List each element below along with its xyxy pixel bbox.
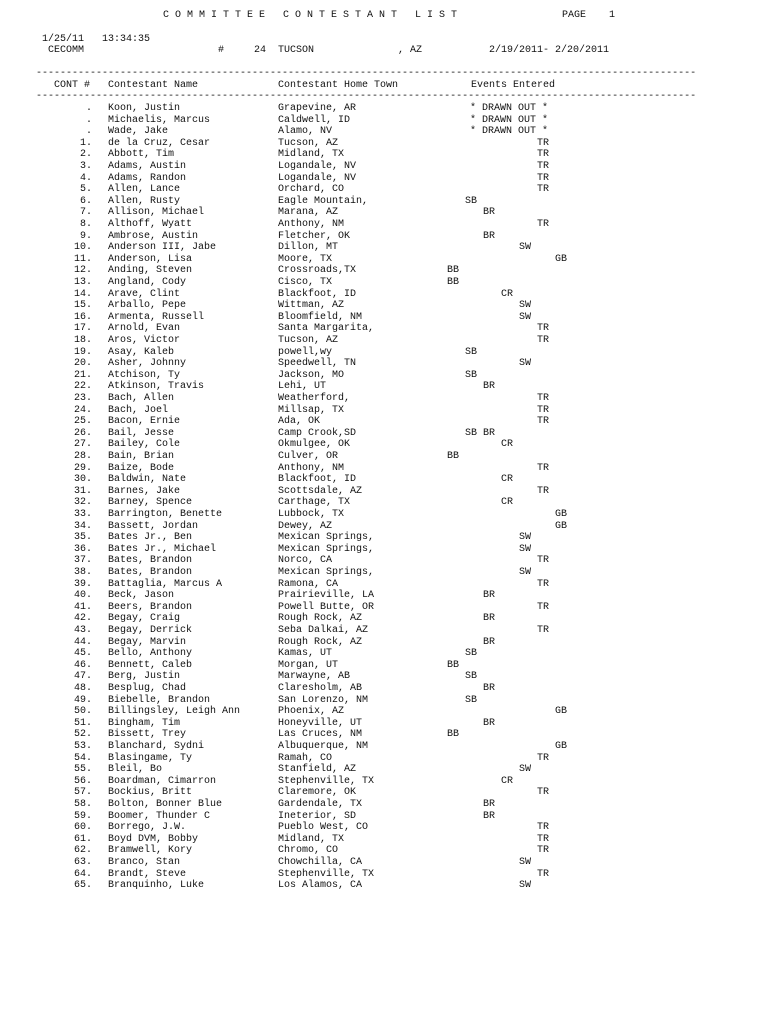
event-code: SB xyxy=(465,671,478,683)
contestant-number: 23. xyxy=(73,393,92,404)
contestant-home-town: Scottsdale, AZ xyxy=(278,485,363,497)
contestant-name: Bates, Brandon xyxy=(108,555,193,567)
event-code: SW xyxy=(519,311,532,323)
contestant-name: Asher, Johnny xyxy=(108,358,187,370)
contestant-name: Bail, Jesse xyxy=(108,427,175,439)
contestant-home-town: Stanfield, AZ xyxy=(278,764,357,776)
contestant-home-town: Cisco, TX xyxy=(278,277,333,288)
contestant-number: 44. xyxy=(73,636,92,648)
contestant-number: 28. xyxy=(73,451,92,462)
event-code: TR xyxy=(537,149,550,161)
contestant-name: Allison, Michael xyxy=(108,207,205,219)
event-code: SW xyxy=(519,764,532,776)
event-code: GB xyxy=(555,253,568,265)
contestant-home-town: Bloomfield, NM xyxy=(278,311,363,323)
contestant-home-town: Speedwell, TN xyxy=(278,358,357,370)
contestant-name: Bello, Anthony xyxy=(108,648,193,660)
contestant-home-town: Logandale, NV xyxy=(278,172,357,184)
contestant-number: 55. xyxy=(73,764,92,776)
contestant-name: Althoff, Wyatt xyxy=(108,219,193,230)
contestant-number: 26. xyxy=(73,427,92,439)
event-code: BR xyxy=(483,427,496,439)
contestant-name: Bennett, Caleb xyxy=(108,659,193,671)
contestant-home-town: Weatherford, xyxy=(278,393,351,404)
contestant-home-town: Morgan, UT xyxy=(278,659,339,671)
event-code: TR xyxy=(537,601,550,613)
contestant-number: 36. xyxy=(73,543,92,555)
rodeo-number-label: # xyxy=(218,45,225,56)
contestant-home-town: Pueblo West, CO xyxy=(278,822,369,834)
event-code: GB xyxy=(555,741,568,752)
contestant-number: 37. xyxy=(73,555,92,567)
event-code: SW xyxy=(519,358,532,370)
contestant-number: 53. xyxy=(73,741,92,752)
event-code: BR xyxy=(483,230,496,242)
contestant-name: Blanchard, Sydni xyxy=(108,741,205,752)
event-code: SW xyxy=(519,567,532,578)
contestant-home-town: Las Cruces, NM xyxy=(278,729,363,741)
contestant-number: 51. xyxy=(73,717,92,729)
contestant-number: 7. xyxy=(79,207,92,219)
contestant-number: 61. xyxy=(73,833,92,845)
contestant-number: 63. xyxy=(73,857,92,868)
contestant-name: Blasingame, Ty xyxy=(108,752,193,764)
contestant-name: Bassett, Jordan xyxy=(108,520,199,532)
contestant-home-town: Seba Dalkai, AZ xyxy=(278,625,369,636)
page-number: 1 xyxy=(609,10,616,21)
contestant-name: Boyd DVM, Bobby xyxy=(108,833,199,845)
contestant-number: 25. xyxy=(73,416,92,428)
contestant-name: Bailey, Cole xyxy=(108,439,181,451)
event-code: TR xyxy=(537,822,550,834)
contestant-home-town: Millsap, TX xyxy=(278,404,345,416)
contestant-name: Adams, Austin xyxy=(108,161,187,172)
contestant-home-town: Marana, AZ xyxy=(278,207,339,219)
event-code: SB xyxy=(465,694,478,706)
contestant-home-town: Stephenville, TX xyxy=(278,775,375,787)
contestant-home-town: Alamo, NV xyxy=(278,126,333,138)
contestant-number: 3. xyxy=(79,161,92,172)
contestant-name: Billingsley, Leigh Ann xyxy=(108,706,241,718)
contestant-number: 14. xyxy=(73,288,92,300)
event-code: CR xyxy=(501,474,514,486)
contestant-number: 31. xyxy=(73,485,92,497)
event-code: TR xyxy=(537,184,550,196)
contestant-name: Arballo, Pepe xyxy=(108,300,187,312)
contestant-home-town: Ramah, CO xyxy=(278,752,333,764)
contestant-name: Barney, Spence xyxy=(108,497,193,509)
contestant-name: Branquinho, Luke xyxy=(108,880,205,892)
contestant-number: 46. xyxy=(73,659,92,671)
contestant-name: Bramwell, Kory xyxy=(108,845,193,857)
contestant-home-town: Dewey, AZ xyxy=(278,520,333,532)
contestant-number: 64. xyxy=(73,868,92,880)
contestant-home-town: Carthage, TX xyxy=(278,497,351,509)
contestant-home-town: Tucson, AZ xyxy=(278,137,339,149)
contestant-number: 24. xyxy=(73,404,92,416)
event-code: CR xyxy=(501,775,514,787)
contestant-home-town: Crossroads,TX xyxy=(278,265,357,277)
contestant-number: 43. xyxy=(73,625,92,636)
contestant-name: Brandt, Steve xyxy=(108,868,187,880)
contestant-home-town: Grapevine, AR xyxy=(278,103,357,114)
event-code: TR xyxy=(537,404,550,416)
contestant-name: Biebelle, Brandon xyxy=(108,694,211,706)
event-code: TR xyxy=(537,137,550,149)
contestant-number: 15. xyxy=(73,300,92,312)
contestant-home-town: Claresholm, AB xyxy=(278,683,363,694)
contestant-name: Boomer, Thunder C xyxy=(108,810,211,822)
contestant-number: 57. xyxy=(73,787,92,799)
contestant-name: Bolton, Bonner Blue xyxy=(108,799,223,810)
event-code: BR xyxy=(483,207,496,219)
contestant-home-town: Midland, TX xyxy=(278,833,345,845)
contestant-home-town: Mexican Springs, xyxy=(278,567,375,578)
contestant-home-town: Dillon, MT xyxy=(278,242,339,254)
contestant-name: Bach, Allen xyxy=(108,393,175,404)
contestant-home-town: Claremore, OK xyxy=(278,787,357,799)
contestant-home-town: Anthony, NM xyxy=(278,462,345,474)
event-code: SW xyxy=(519,300,532,312)
contestant-name: Beck, Jason xyxy=(108,590,175,602)
rodeo-number: 24 xyxy=(254,45,267,56)
contestant-number: 16. xyxy=(73,311,92,323)
event-code: GB xyxy=(555,509,568,520)
contestant-number: 34. xyxy=(73,520,92,532)
contestant-home-town: Norco, CA xyxy=(278,555,333,567)
contestant-number: 47. xyxy=(73,671,92,683)
contestant-name: Arnold, Evan xyxy=(108,323,181,335)
contestant-number: 12. xyxy=(73,265,92,277)
contestant-home-town: Tucson, AZ xyxy=(278,335,339,346)
event-code: BR xyxy=(483,613,496,625)
contestant-home-town: Mexican Springs, xyxy=(278,543,375,555)
contestant-name: Bacon, Ernie xyxy=(108,416,181,428)
contestant-number: 41. xyxy=(73,601,92,613)
contestant-name: Bates Jr., Michael xyxy=(108,543,217,555)
contestant-name: Koon, Justin xyxy=(108,103,181,114)
contestant-home-town: Blackfoot, ID xyxy=(278,474,357,486)
event-code: BR xyxy=(483,810,496,822)
contestant-home-town: Jackson, MO xyxy=(278,369,345,381)
contestant-name: Begay, Marvin xyxy=(108,636,187,648)
contestant-home-town: Ineterior, SD xyxy=(278,810,357,822)
contestant-number: 27. xyxy=(73,439,92,451)
contestant-name: Borrego, J.W. xyxy=(108,822,187,834)
col-header-town: Contestant Home Town xyxy=(278,80,399,91)
contestant-home-town: Okmulgee, OK xyxy=(278,439,351,451)
contestant-name: Anderson III, Jabe xyxy=(108,242,217,254)
contestant-name: Baize, Bode xyxy=(108,462,175,474)
event-code: BB xyxy=(447,729,460,741)
contestant-home-town: Camp Crook,SD xyxy=(278,427,357,439)
contestant-name: Barnes, Jake xyxy=(108,485,181,497)
contestant-name: Beers, Brandon xyxy=(108,601,193,613)
contestant-name: Bach, Joel xyxy=(108,404,169,416)
contestant-home-town: Gardendale, TX xyxy=(278,799,363,810)
contestant-number: 56. xyxy=(73,775,92,787)
contestant-name: Bissett, Trey xyxy=(108,729,187,741)
event-code: TR xyxy=(537,219,550,230)
event-code: TR xyxy=(537,462,550,474)
contestant-number: 59. xyxy=(73,810,92,822)
contestant-number: 52. xyxy=(73,729,92,741)
contestant-number: 60. xyxy=(73,822,92,834)
event-code: SB xyxy=(465,346,478,358)
event-code: BR xyxy=(483,717,496,729)
contestant-number: 2. xyxy=(79,149,92,161)
contestant-home-town: Orchard, CO xyxy=(278,184,345,196)
event-code: TR xyxy=(537,161,550,172)
contestant-home-town: Lehi, UT xyxy=(278,381,327,393)
contestant-name: Begay, Derrick xyxy=(108,625,193,636)
contestant-home-town: Kamas, UT xyxy=(278,648,333,660)
contestant-name: Anderson, Lisa xyxy=(108,253,193,265)
event-code: CR xyxy=(501,497,514,509)
contestant-home-town: Logandale, NV xyxy=(278,161,357,172)
contestant-home-town: Stephenville, TX xyxy=(278,868,375,880)
event-code: CR xyxy=(501,288,514,300)
contestant-home-town: Chowchilla, CA xyxy=(278,857,363,868)
contestant-number: 62. xyxy=(73,845,92,857)
contestant-home-town: Ramona, CA xyxy=(278,578,339,590)
event-code: TR xyxy=(537,335,550,346)
contestant-name: Begay, Craig xyxy=(108,613,181,625)
event-code: GB xyxy=(555,520,568,532)
event-code: TR xyxy=(537,172,550,184)
contestant-number: 38. xyxy=(73,567,92,578)
contestant-number: 17. xyxy=(73,323,92,335)
contestant-home-town: Marwayne, AB xyxy=(278,671,351,683)
contestant-name: Barrington, Benette xyxy=(108,509,223,520)
contestant-name: Abbott, Tim xyxy=(108,149,175,161)
rodeo-state: , AZ xyxy=(398,45,423,56)
contestant-name: Atkinson, Travis xyxy=(108,381,205,393)
contestant-number: 32. xyxy=(73,497,92,509)
contestant-number: 42. xyxy=(73,613,92,625)
event-code: SW xyxy=(519,543,532,555)
col-header-events: Events Entered xyxy=(471,80,556,91)
event-code: BR xyxy=(483,799,496,810)
contestant-name: Branco, Stan xyxy=(108,857,181,868)
event-code: SW xyxy=(519,857,532,868)
event-code: SW xyxy=(519,532,532,544)
contestant-home-town: San Lorenzo, NM xyxy=(278,694,369,706)
contestant-home-town: Albuquerque, NM xyxy=(278,741,369,752)
contestant-home-town: Los Alamos, CA xyxy=(278,880,363,892)
contestant-name: Boardman, Cimarron xyxy=(108,775,217,787)
event-code: TR xyxy=(537,787,550,799)
event-code: CR xyxy=(501,439,514,451)
event-code: BB xyxy=(447,265,460,277)
contestant-number: 65. xyxy=(73,880,92,892)
contestant-number: 6. xyxy=(79,195,92,207)
contestant-name: de la Cruz, Cesar xyxy=(108,137,211,149)
contestant-name: Besplug, Chad xyxy=(108,683,187,694)
contestant-home-town: Lubbock, TX xyxy=(278,509,345,520)
event-code: BB xyxy=(447,277,460,288)
contestant-home-town: Fletcher, OK xyxy=(278,230,351,242)
event-code: SB xyxy=(465,195,478,207)
contestant-number: 9. xyxy=(79,230,92,242)
contestant-name: Michaelis, Marcus xyxy=(108,114,211,126)
contestant-number: 33. xyxy=(73,509,92,520)
contestant-home-town: Blackfoot, ID xyxy=(278,288,357,300)
contestant-name: Baldwin, Nate xyxy=(108,474,187,486)
contestant-home-town: Midland, TX xyxy=(278,149,345,161)
contestant-number: 39. xyxy=(73,578,92,590)
contestant-home-town: Mexican Springs, xyxy=(278,532,375,544)
event-code: TR xyxy=(537,485,550,497)
event-code: BR xyxy=(483,590,496,602)
page-label: PAGE xyxy=(562,10,587,21)
contestant-name: Allen, Rusty xyxy=(108,195,181,207)
contestant-name: Asay, Kaleb xyxy=(108,346,175,358)
contestant-name: Bates, Brandon xyxy=(108,567,193,578)
event-code: TR xyxy=(537,625,550,636)
divider-header: -------------------------------------------------------------------------------------------------------------- xyxy=(36,91,697,102)
contestant-name: Arave, Clint xyxy=(108,288,181,300)
report-date: 1/25/11 xyxy=(42,34,85,45)
contestant-number: 11. xyxy=(73,253,92,265)
event-code: TR xyxy=(537,752,550,764)
event-code: TR xyxy=(537,578,550,590)
contestant-home-town: Chromo, CO xyxy=(278,845,339,857)
contestant-home-town: Caldwell, ID xyxy=(278,114,351,126)
contestant-name: Atchison, Ty xyxy=(108,369,181,381)
col-header-cont: CONT # xyxy=(54,80,91,91)
contestant-number: . xyxy=(85,114,92,126)
event-code: SW xyxy=(519,242,532,254)
contestant-number: 49. xyxy=(73,694,92,706)
contestant-number: 22. xyxy=(73,381,92,393)
contestant-home-town: Culver, OR xyxy=(278,451,339,462)
contestant-number: 40. xyxy=(73,590,92,602)
contestant-number: 10. xyxy=(73,242,92,254)
contestant-number: 13. xyxy=(73,277,92,288)
contestant-home-town: Santa Margarita, xyxy=(278,323,375,335)
contestant-number: 54. xyxy=(73,752,92,764)
event-code: SB xyxy=(465,369,478,381)
contestant-name: Adams, Randon xyxy=(108,172,187,184)
rodeo-date-range: 2/19/2011- 2/20/2011 xyxy=(489,45,610,56)
contestant-name: Bockius, Britt xyxy=(108,787,193,799)
event-code: BB xyxy=(447,659,460,671)
contestant-number: 20. xyxy=(73,358,92,370)
contestant-name: Ambrose, Austin xyxy=(108,230,199,242)
contestant-name: Anding, Steven xyxy=(108,265,193,277)
contestant-number: 35. xyxy=(73,532,92,544)
committee-code: CECOMM xyxy=(48,45,85,56)
contestant-number: 48. xyxy=(73,683,92,694)
event-code: SW xyxy=(519,880,532,892)
contestant-home-town: Prairieville, LA xyxy=(278,590,375,602)
event-code: TR xyxy=(537,555,550,567)
contestant-home-town: Anthony, NM xyxy=(278,219,345,230)
contestant-home-town: powell,wy xyxy=(278,346,333,358)
contestant-number: 29. xyxy=(73,462,92,474)
contestant-home-town: Rough Rock, AZ xyxy=(278,613,363,625)
contestant-home-town: Honeyville, UT xyxy=(278,717,363,729)
event-code: TR xyxy=(537,416,550,428)
event-code: TR xyxy=(537,868,550,880)
event-code: TR xyxy=(537,833,550,845)
contestant-name: Aros, Victor xyxy=(108,335,181,346)
contestant-name: Bleil, Bo xyxy=(108,764,163,776)
event-code: GB xyxy=(555,706,568,718)
event-code: * DRAWN OUT * xyxy=(470,103,549,114)
contestant-number: 50. xyxy=(73,706,92,718)
contestant-number: . xyxy=(85,126,92,138)
contestant-number: 18. xyxy=(73,335,92,346)
contestant-number: 1. xyxy=(79,137,92,149)
rodeo-city: TUCSON xyxy=(278,45,315,56)
report-time: 13:34:35 xyxy=(102,34,151,45)
contestant-number: 8. xyxy=(79,219,92,230)
event-code: SB xyxy=(465,648,478,660)
event-code: BR xyxy=(483,683,496,694)
contestant-name: Allen, Lance xyxy=(108,184,181,196)
contestant-number: . xyxy=(85,103,92,114)
divider-top: -------------------------------------------------------------------------------------------------------------- xyxy=(36,68,697,79)
contestant-home-town: Powell Butte, OR xyxy=(278,601,375,613)
event-code: TR xyxy=(537,323,550,335)
contestant-name: Armenta, Russell xyxy=(108,311,205,323)
contestant-number: 30. xyxy=(73,474,92,486)
contestant-home-town: Eagle Mountain, xyxy=(278,195,369,207)
contestant-number: 19. xyxy=(73,346,92,358)
contestant-number: 4. xyxy=(79,172,92,184)
contestant-number: 45. xyxy=(73,648,92,660)
contestant-home-town: Rough Rock, AZ xyxy=(278,636,363,648)
contestant-name: Battaglia, Marcus A xyxy=(108,578,223,590)
contestant-name: Bingham, Tim xyxy=(108,717,181,729)
event-code: * DRAWN OUT * xyxy=(470,114,549,126)
contestant-name: Berg, Justin xyxy=(108,671,181,683)
event-code: BR xyxy=(483,381,496,393)
contestant-number: 21. xyxy=(73,369,92,381)
report-title: C O M M I T T E E C O N T E S T A N T L I S T xyxy=(163,10,458,21)
contestant-home-town: Moore, TX xyxy=(278,253,333,265)
contestant-name: Bain, Brian xyxy=(108,451,175,462)
event-code: TR xyxy=(537,845,550,857)
event-code: TR xyxy=(537,393,550,404)
contestant-home-town: Ada, OK xyxy=(278,416,321,428)
contestant-name: Angland, Cody xyxy=(108,277,187,288)
col-header-name: Contestant Name xyxy=(108,80,199,91)
contestant-home-town: Phoenix, AZ xyxy=(278,706,345,718)
contestant-home-town: Wittman, AZ xyxy=(278,300,345,312)
event-code: SB xyxy=(465,427,478,439)
contestant-number: 5. xyxy=(79,184,92,196)
event-code: * DRAWN OUT * xyxy=(470,126,549,138)
contestant-name: Wade, Jake xyxy=(108,126,169,138)
event-code: BR xyxy=(483,636,496,648)
event-code: BB xyxy=(447,451,460,462)
contestant-name: Bates Jr., Ben xyxy=(108,532,193,544)
contestant-number: 58. xyxy=(73,799,92,810)
